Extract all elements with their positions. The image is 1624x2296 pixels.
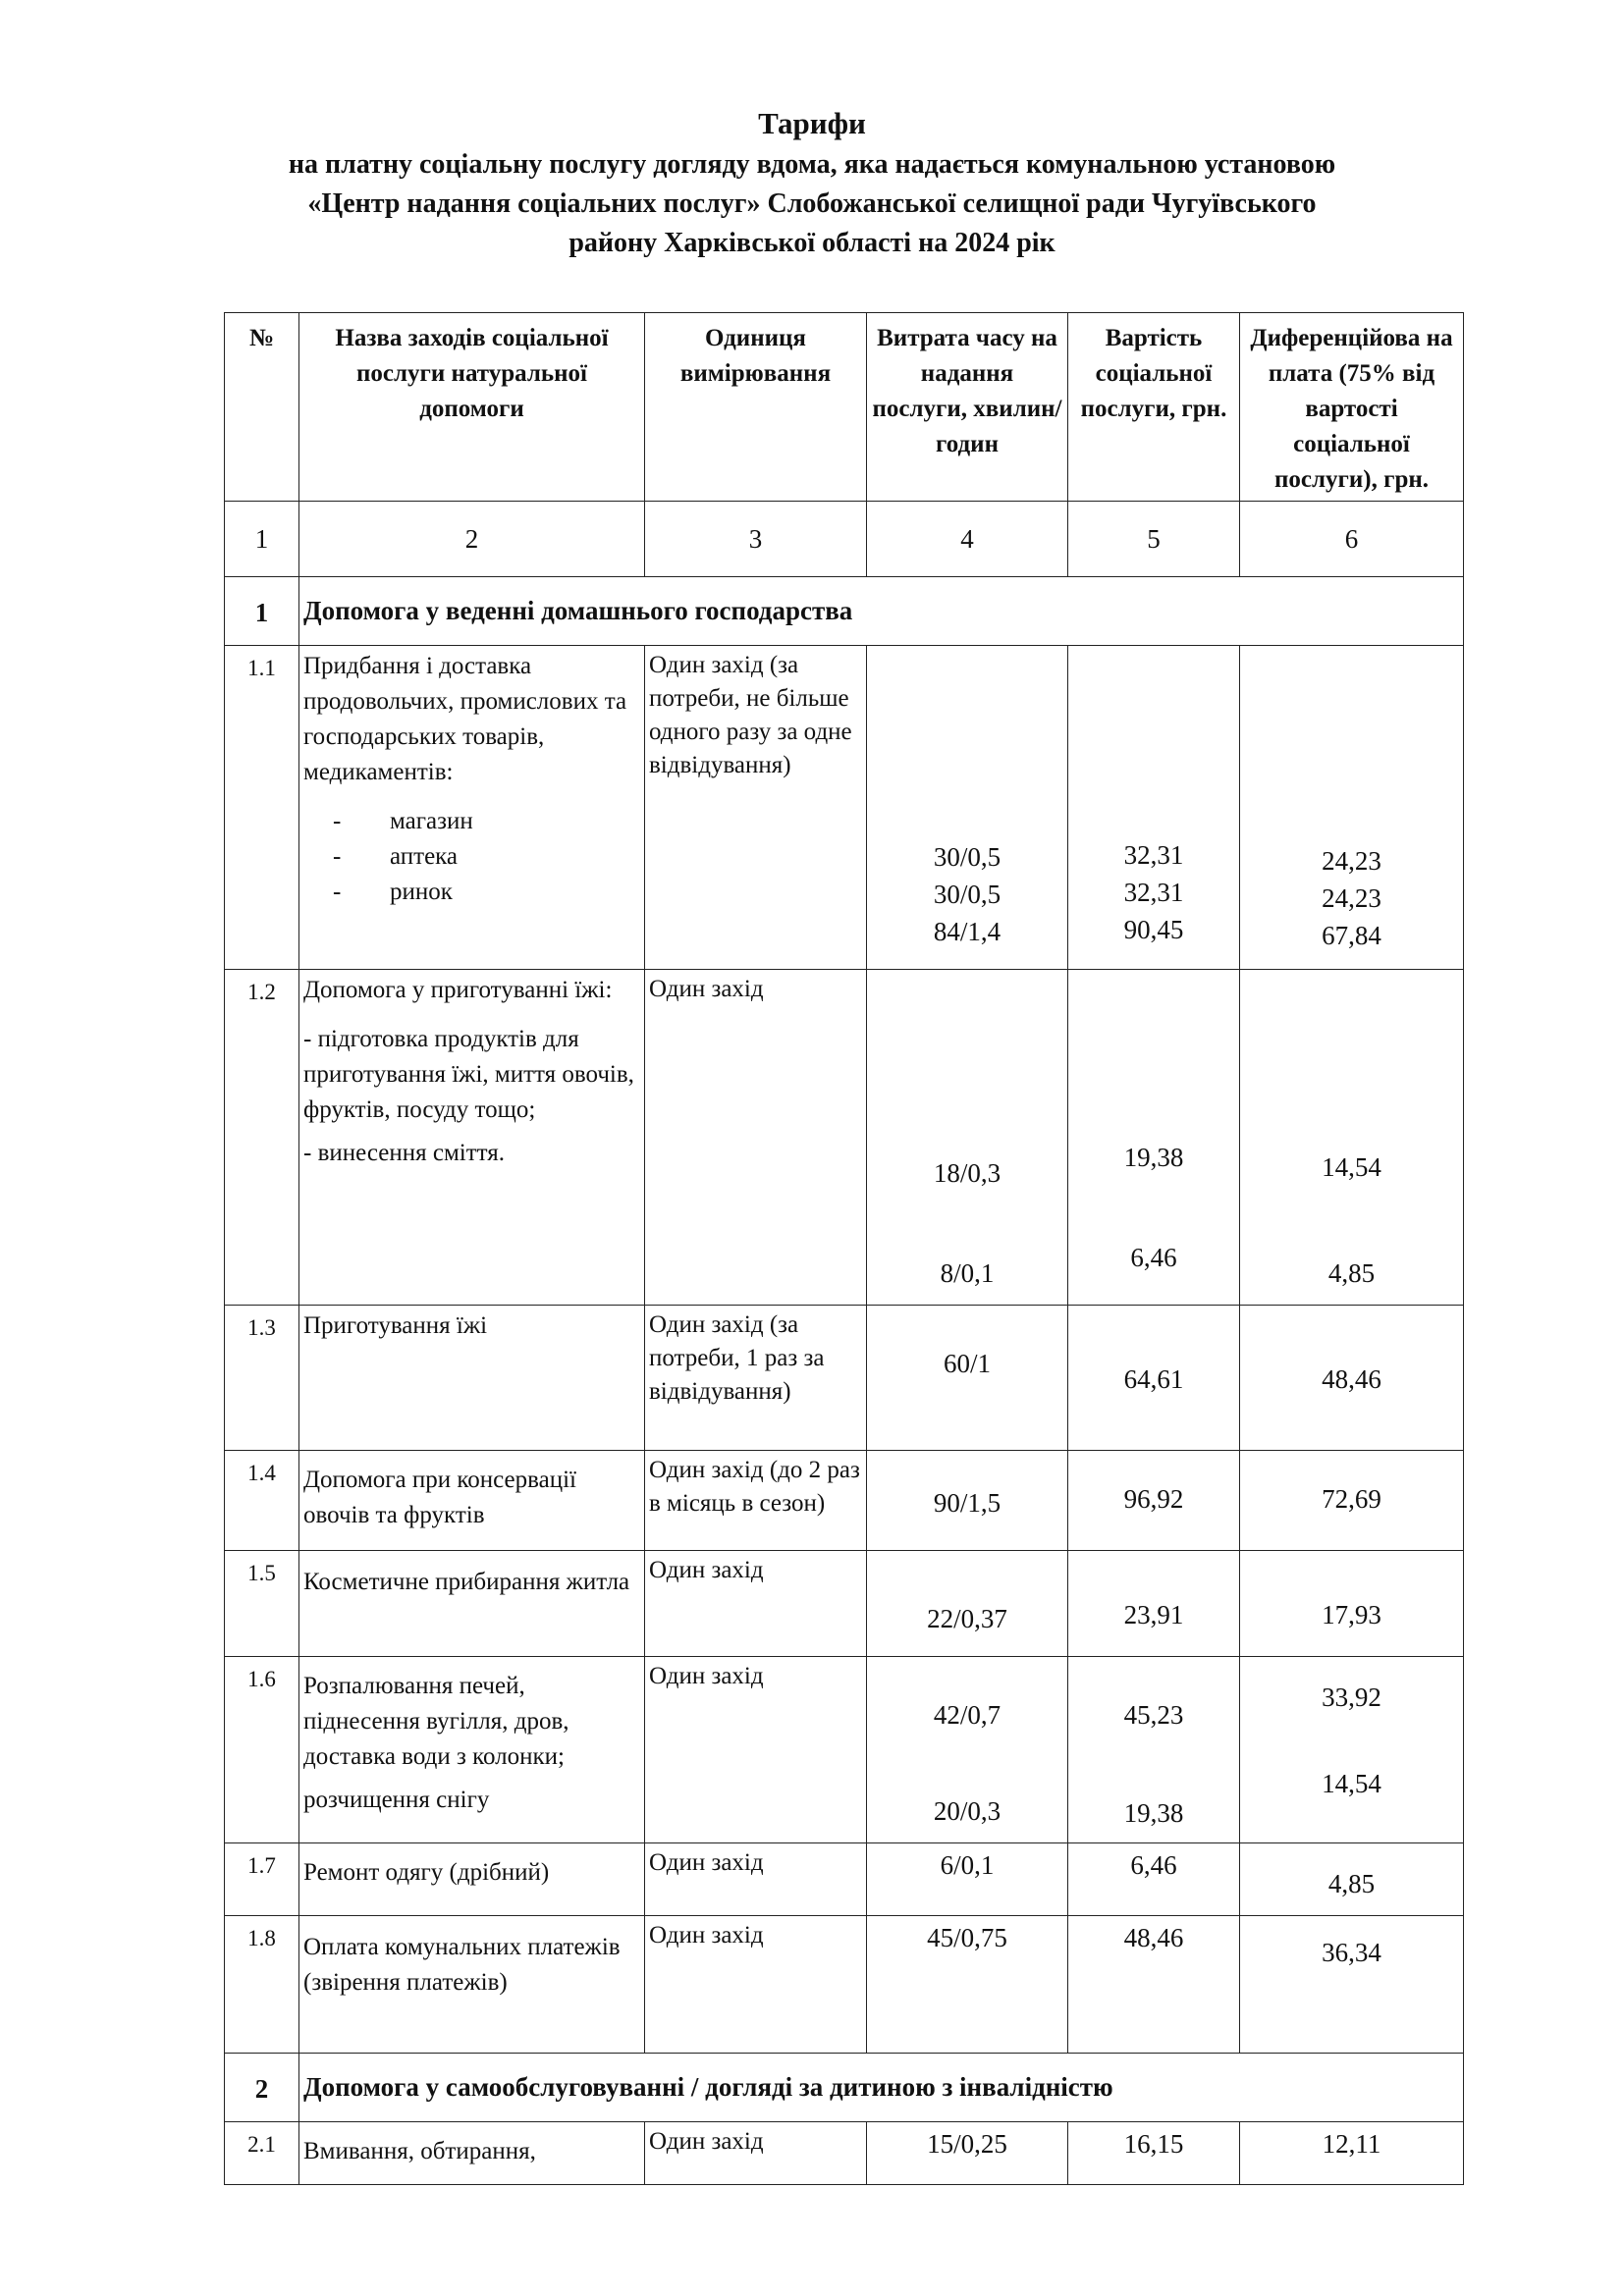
row-time: 90/1,5 bbox=[867, 1451, 1068, 1551]
diff-value: 24,23 bbox=[1322, 846, 1381, 876]
column-number: 5 bbox=[1068, 502, 1240, 577]
column-number: 4 bbox=[867, 502, 1068, 577]
row-name-text: Придбання і доставка продовольчих, промислових та господарських товарів, медикаментів: bbox=[303, 653, 627, 785]
row-unit: Один захід (за потреби, не більше одного разу за одне відвідування) bbox=[645, 646, 867, 970]
diff-value: 67,84 bbox=[1322, 921, 1381, 950]
row-cost: 23,91 bbox=[1068, 1551, 1240, 1657]
section-number: 1 bbox=[225, 577, 299, 646]
diff-value: 33,92 bbox=[1322, 1682, 1381, 1712]
row-number: 1.7 bbox=[225, 1843, 299, 1916]
cost-value: 19,38 bbox=[1123, 1798, 1184, 1828]
row-name bbox=[299, 970, 645, 1306]
dash-marker: - bbox=[333, 879, 342, 905]
column-number: 2 bbox=[299, 502, 645, 577]
sub-item bbox=[303, 875, 640, 910]
row-cost: 6,46 bbox=[1068, 1843, 1240, 1916]
row-time: 6/0,1 bbox=[867, 1843, 1068, 1916]
time-value: 30/0,5 bbox=[933, 842, 1001, 872]
row-cost: 96,92 bbox=[1068, 1451, 1240, 1551]
col-header-name: Назва заходів соціальної послуги натуральної допомоги bbox=[299, 313, 645, 502]
row-name: Косметичне прибирання житла bbox=[299, 1551, 645, 1657]
row-name bbox=[299, 1657, 645, 1843]
row-number: 1.6 bbox=[225, 1657, 299, 1843]
document-subtitle bbox=[0, 145, 1624, 263]
row-name: Оплата комунальних платежів (звірення платежів) bbox=[299, 1916, 645, 2054]
section-row bbox=[225, 2054, 1464, 2122]
row-time bbox=[867, 970, 1068, 1306]
col-header-unit: Одиниця вимірювання bbox=[645, 313, 867, 502]
row-unit: Один захід (за потреби, 1 раз за відвідування) bbox=[645, 1306, 867, 1451]
cost-value: 6,46 bbox=[1130, 1243, 1177, 1272]
subtitle-line: району Харківської області на 2024 рік bbox=[568, 228, 1056, 258]
row-time bbox=[867, 1657, 1068, 1843]
table-row bbox=[225, 1451, 1464, 1551]
row-number: 1.5 bbox=[225, 1551, 299, 1657]
row-name: Ремонт одягу (дрібний) bbox=[299, 1843, 645, 1916]
row-diff bbox=[1240, 970, 1464, 1306]
time-value: 18/0,3 bbox=[933, 1158, 1001, 1188]
section-row bbox=[225, 577, 1464, 646]
row-cost: 48,46 bbox=[1068, 1916, 1240, 2054]
row-diff: 4,85 bbox=[1240, 1843, 1464, 1916]
diff-value: 24,23 bbox=[1322, 883, 1381, 913]
cost-value: 32,31 bbox=[1123, 878, 1184, 907]
row-cost bbox=[1068, 646, 1240, 970]
dash-marker: - bbox=[333, 843, 342, 870]
col-header-time: Витрата часу на надання послуги, хвилин/годин bbox=[867, 313, 1068, 502]
row-diff: 48,46 bbox=[1240, 1306, 1464, 1451]
row-cost bbox=[1068, 970, 1240, 1306]
table-header-row bbox=[225, 313, 1464, 502]
diff-value: 4,85 bbox=[1327, 1258, 1376, 1288]
cost-value: 19,38 bbox=[1123, 1143, 1184, 1172]
col-header-diff: Диференційова на плата (75% від вартості соціальної послуги), грн. bbox=[1240, 313, 1464, 502]
time-value: 42/0,7 bbox=[933, 1700, 1001, 1730]
subtitle-line: «Центр надання соціальних послуг» Слобожанської селищної ради Чугуївського bbox=[307, 188, 1317, 219]
table-row bbox=[225, 1843, 1464, 1916]
section-number: 2 bbox=[225, 2054, 299, 2122]
row-name: Приготування їжі bbox=[299, 1306, 645, 1451]
table-row bbox=[225, 1306, 1464, 1451]
row-unit: Один захід bbox=[645, 1551, 867, 1657]
table-row bbox=[225, 970, 1464, 1306]
time-value: 84/1,4 bbox=[933, 917, 1001, 946]
row-unit: Один захід bbox=[645, 1916, 867, 2054]
table-row bbox=[225, 1916, 1464, 2054]
row-diff bbox=[1240, 1657, 1464, 1843]
section-title: Допомога у веденні домашнього господарства bbox=[299, 577, 1464, 646]
row-diff: 36,34 bbox=[1240, 1916, 1464, 2054]
sub-item-label: розчищення снігу bbox=[303, 1787, 490, 1813]
sub-item-label: ринок bbox=[390, 879, 453, 905]
table-row bbox=[225, 646, 1464, 970]
row-unit: Один захід bbox=[645, 2122, 867, 2185]
row-time: 60/1 bbox=[867, 1306, 1068, 1451]
sub-item bbox=[303, 804, 640, 839]
row-unit: Один захід (до 2 раз в місяць в сезон) bbox=[645, 1451, 867, 1551]
time-value: 30/0,5 bbox=[933, 880, 1001, 909]
row-number: 1.8 bbox=[225, 1916, 299, 2054]
row-unit: Один захід bbox=[645, 1657, 867, 1843]
column-number: 1 bbox=[225, 502, 299, 577]
diff-value: 14,54 bbox=[1322, 1152, 1381, 1182]
row-number: 1.3 bbox=[225, 1306, 299, 1451]
sub-item-label: Розпалювання печей, піднесення вугілля, дров, доставка води з колонки; bbox=[303, 1673, 569, 1770]
row-name bbox=[299, 646, 645, 970]
col-header-cost: Вартість соціальної послуги, грн. bbox=[1068, 313, 1240, 502]
row-cost: 64,61 bbox=[1068, 1306, 1240, 1451]
subtitle-line: на платну соціальну послугу догляду вдома, яка надається комунальною установою bbox=[288, 149, 1336, 180]
row-diff: 72,69 bbox=[1240, 1451, 1464, 1551]
sub-item-label: аптека bbox=[390, 843, 459, 870]
row-unit: Один захід bbox=[645, 970, 867, 1306]
diff-value: 14,54 bbox=[1322, 1769, 1381, 1798]
row-diff bbox=[1240, 646, 1464, 970]
row-diff: 12,11 bbox=[1240, 2122, 1464, 2185]
row-unit: Один захід bbox=[645, 1843, 867, 1916]
row-time bbox=[867, 646, 1068, 970]
row-cost bbox=[1068, 1657, 1240, 1843]
row-time: 15/0,25 bbox=[867, 2122, 1068, 2185]
cost-value: 90,45 bbox=[1123, 915, 1184, 944]
time-value: 20/0,3 bbox=[933, 1796, 1001, 1826]
tariff-table bbox=[224, 312, 1464, 2185]
table-row bbox=[225, 1657, 1464, 1843]
row-diff: 17,93 bbox=[1240, 1551, 1464, 1657]
row-name-text: Допомога у приготуванні їжі: bbox=[303, 977, 613, 1003]
cost-value: 45,23 bbox=[1123, 1700, 1184, 1730]
row-cost: 16,15 bbox=[1068, 2122, 1240, 2185]
table-row bbox=[225, 2122, 1464, 2185]
column-number-row bbox=[225, 502, 1464, 577]
row-number: 1.1 bbox=[225, 646, 299, 970]
sub-item-label: - винесення сміття. bbox=[303, 1140, 505, 1166]
row-number: 2.1 bbox=[225, 2122, 299, 2185]
row-number: 1.4 bbox=[225, 1451, 299, 1551]
time-value: 8/0,1 bbox=[940, 1258, 995, 1288]
column-number: 3 bbox=[645, 502, 867, 577]
table-row bbox=[225, 1551, 1464, 1657]
dash-marker: - bbox=[333, 808, 342, 834]
col-header-number: № bbox=[225, 313, 299, 502]
row-time: 45/0,75 bbox=[867, 1916, 1068, 2054]
cost-value: 32,31 bbox=[1123, 840, 1184, 870]
column-number: 6 bbox=[1240, 502, 1464, 577]
row-number: 1.2 bbox=[225, 970, 299, 1306]
sub-item-label: - підготовка продуктів для приготування їжі, миття овочів, фруктів, посуду тощо; bbox=[303, 1026, 634, 1123]
row-name: Вмивання, обтирання, bbox=[299, 2122, 645, 2185]
row-time: 22/0,37 bbox=[867, 1551, 1068, 1657]
sub-item-label: магазин bbox=[390, 808, 473, 834]
document-title: Тарифи bbox=[758, 106, 866, 140]
sub-item bbox=[303, 839, 640, 875]
row-name: Допомога при консервації овочів та фруктів bbox=[299, 1451, 645, 1551]
section-title: Допомога у самообслуговуванні / догляді за дитиною з інвалідністю bbox=[299, 2054, 1464, 2122]
